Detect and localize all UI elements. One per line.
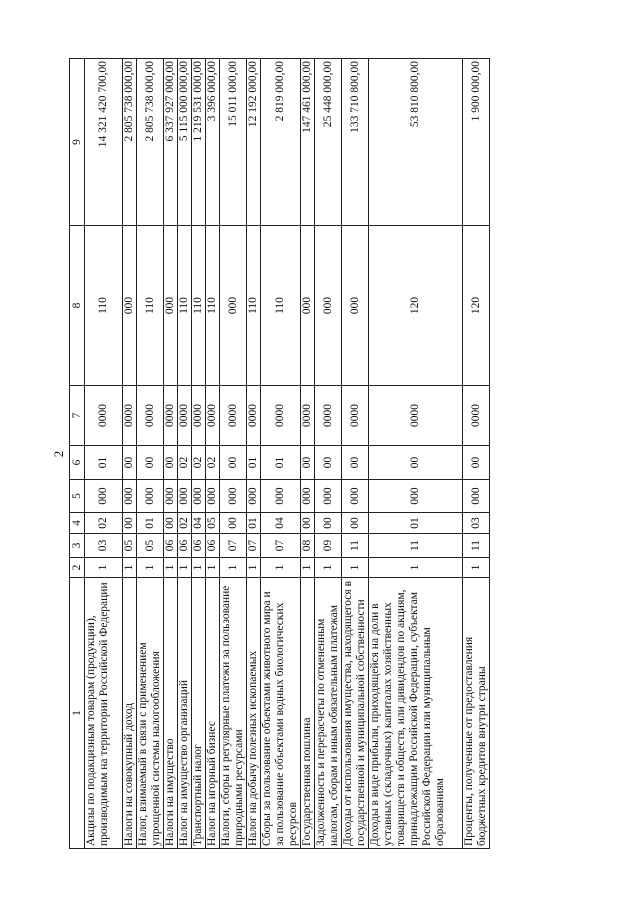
col-header: 7 xyxy=(70,386,85,446)
code-element: 02 xyxy=(206,446,220,480)
row-name: Налоги на имущество xyxy=(164,578,178,849)
code-article: 02 xyxy=(85,513,123,534)
code-group: 1 xyxy=(463,558,490,578)
page-number: 2 xyxy=(51,450,66,458)
amount-cell: 15 011 000,00 xyxy=(220,59,247,226)
table-row xyxy=(247,59,261,849)
code-subgroup: 06 xyxy=(206,534,220,558)
code-article: 01 xyxy=(247,513,261,534)
code-group: 1 xyxy=(301,558,315,578)
amount-cell: 133 710 800,00 xyxy=(342,59,369,226)
header-row xyxy=(70,59,85,849)
code-subarticle: 000 xyxy=(247,480,261,513)
amount-cell: 2 819 000,00 xyxy=(261,59,301,226)
code-subgroup: 05 xyxy=(137,534,164,558)
code-program: 0000 xyxy=(164,386,178,446)
code-group: 1 xyxy=(123,558,137,578)
code-element: 00 xyxy=(463,446,490,480)
table-row xyxy=(301,59,315,849)
code-group: 1 xyxy=(206,558,220,578)
amount-cell: 25 448 000,00 xyxy=(315,59,342,226)
code-subarticle: 000 xyxy=(301,480,315,513)
code-program: 0000 xyxy=(123,386,137,446)
row-name: Налоги на совокупный доход xyxy=(123,578,137,849)
budget-revenue-table xyxy=(69,58,490,849)
code-subgroup: 05 xyxy=(123,534,137,558)
col-header: 2 xyxy=(70,558,85,578)
code-article: 01 xyxy=(369,513,463,534)
code-program: 0000 xyxy=(315,386,342,446)
code-element: 00 xyxy=(164,446,178,480)
code-subarticle: 000 xyxy=(463,480,490,513)
row-name: Налог на игорный бизнес xyxy=(206,578,220,849)
code-program: 0000 xyxy=(220,386,247,446)
code-article: 05 xyxy=(206,513,220,534)
amount-cell: 12 192 000,00 xyxy=(247,59,261,226)
code-class: 120 xyxy=(369,226,463,386)
amount-cell: 1 900 000,00 xyxy=(463,59,490,226)
code-subgroup: 11 xyxy=(342,534,369,558)
row-name: Доходы от использования имущества, находящегося в государственной и муниципальной собственности xyxy=(342,578,369,849)
code-article: 00 xyxy=(164,513,178,534)
code-element: 00 xyxy=(123,446,137,480)
code-class: 110 xyxy=(206,226,220,386)
amount-cell: 3 396 000,00 xyxy=(206,59,220,226)
table-row xyxy=(192,59,206,849)
table-row xyxy=(220,59,247,849)
code-program: 0000 xyxy=(463,386,490,446)
code-element: 01 xyxy=(247,446,261,480)
code-subgroup: 06 xyxy=(164,534,178,558)
code-subarticle: 000 xyxy=(178,480,192,513)
code-program: 0000 xyxy=(85,386,123,446)
row-name: Доходы в виде прибыли, приходящейся на доли в уставных (складочных) капиталах хозяйственных товариществ и обществ, или дивидендов по акциям, принадлежащим Российской Федерации, субъектам Российской Федерации или муниципальным образованиям xyxy=(369,578,463,849)
code-class: 000 xyxy=(123,226,137,386)
code-subgroup: 06 xyxy=(192,534,206,558)
row-name: Налоги, сборы и регулярные платежи за пользование природными ресурсами xyxy=(220,578,247,849)
code-program: 0000 xyxy=(178,386,192,446)
code-program: 0000 xyxy=(206,386,220,446)
table-row xyxy=(369,59,463,849)
code-article: 00 xyxy=(342,513,369,534)
code-class: 110 xyxy=(137,226,164,386)
table-row xyxy=(206,59,220,849)
col-header: 4 xyxy=(70,513,85,534)
col-header: 9 xyxy=(70,59,85,226)
code-article: 00 xyxy=(123,513,137,534)
row-name: Транспортный налог xyxy=(192,578,206,849)
code-subgroup: 06 xyxy=(178,534,192,558)
row-name: Акцизы по подакцизным товарам (продукции), производимым на территории Российской Федерации xyxy=(85,578,123,849)
code-subarticle: 000 xyxy=(164,480,178,513)
col-header: 3 xyxy=(70,534,85,558)
code-element: 00 xyxy=(369,446,463,480)
code-group: 1 xyxy=(178,558,192,578)
code-group: 1 xyxy=(85,558,123,578)
code-class: 000 xyxy=(164,226,178,386)
code-group: 1 xyxy=(342,558,369,578)
amount-cell: 53 810 800,00 xyxy=(369,59,463,226)
code-element: 00 xyxy=(220,446,247,480)
code-group: 1 xyxy=(220,558,247,578)
code-program: 0000 xyxy=(342,386,369,446)
amount-cell: 14 321 420 700,00 xyxy=(85,59,123,226)
code-subarticle: 000 xyxy=(220,480,247,513)
table-row xyxy=(85,59,123,849)
table-row xyxy=(463,59,490,849)
code-subgroup: 03 xyxy=(85,534,123,558)
code-subgroup: 08 xyxy=(301,534,315,558)
table-row xyxy=(342,59,369,849)
code-subgroup: 11 xyxy=(369,534,463,558)
code-class: 000 xyxy=(220,226,247,386)
code-element: 01 xyxy=(261,446,301,480)
code-article: 00 xyxy=(315,513,342,534)
code-subarticle: 000 xyxy=(369,480,463,513)
row-name: Задолженность и перерасчеты по отмененным налогам, сборам и иным обязательным платежам xyxy=(315,578,342,849)
code-element: 00 xyxy=(315,446,342,480)
code-element: 00 xyxy=(342,446,369,480)
code-program: 0000 xyxy=(301,386,315,446)
code-element: 02 xyxy=(192,446,206,480)
table-row xyxy=(315,59,342,849)
col-header: 5 xyxy=(70,480,85,513)
code-article: 00 xyxy=(220,513,247,534)
col-header: 8 xyxy=(70,226,85,386)
code-program: 0000 xyxy=(137,386,164,446)
code-subarticle: 000 xyxy=(123,480,137,513)
code-class: 110 xyxy=(192,226,206,386)
row-name: Налог на имущество организаций xyxy=(178,578,192,849)
code-program: 0000 xyxy=(247,386,261,446)
code-class: 120 xyxy=(463,226,490,386)
code-subgroup: 07 xyxy=(220,534,247,558)
code-group: 1 xyxy=(192,558,206,578)
code-program: 0000 xyxy=(192,386,206,446)
code-subarticle: 000 xyxy=(85,480,123,513)
code-subarticle: 000 xyxy=(206,480,220,513)
amount-cell: 6 337 927 000,00 xyxy=(164,59,178,226)
row-name: Налог на добычу полезных ископаемых xyxy=(247,578,261,849)
code-article: 01 xyxy=(137,513,164,534)
code-group: 1 xyxy=(164,558,178,578)
row-name: Проценты, полученные от предоставления бюджетных кредитов внутри страны xyxy=(463,578,490,849)
code-article: 04 xyxy=(192,513,206,534)
code-element: 00 xyxy=(137,446,164,480)
rotated-page xyxy=(51,59,576,849)
code-class: 110 xyxy=(261,226,301,386)
code-program: 0000 xyxy=(261,386,301,446)
code-article: 04 xyxy=(261,513,301,534)
code-element: 00 xyxy=(301,446,315,480)
code-subarticle: 000 xyxy=(342,480,369,513)
amount-cell: 2 805 738 000,00 xyxy=(123,59,137,226)
row-name: Налог, взимаемый в связи с применением упрощенной системы налогообложения xyxy=(137,578,164,849)
code-group: 1 xyxy=(261,558,301,578)
row-name: Государственная пошлина xyxy=(301,578,315,849)
code-subarticle: 000 xyxy=(192,480,206,513)
code-class: 110 xyxy=(85,226,123,386)
code-group: 1 xyxy=(137,558,164,578)
code-program: 0000 xyxy=(369,386,463,446)
code-class: 000 xyxy=(342,226,369,386)
code-article: 03 xyxy=(463,513,490,534)
amount-cell: 1 219 531 000,00 xyxy=(192,59,206,226)
table-row xyxy=(178,59,192,849)
amount-cell: 5 115 000 000,00 xyxy=(178,59,192,226)
amount-cell: 2 805 738 000,00 xyxy=(137,59,164,226)
code-class: 000 xyxy=(301,226,315,386)
code-group: 1 xyxy=(369,558,463,578)
amount-cell: 147 461 000,00 xyxy=(301,59,315,226)
code-class: 110 xyxy=(247,226,261,386)
code-subgroup: 11 xyxy=(463,534,490,558)
table-row xyxy=(137,59,164,849)
table-row xyxy=(261,59,301,849)
code-group: 1 xyxy=(315,558,342,578)
code-subarticle: 000 xyxy=(137,480,164,513)
code-element: 01 xyxy=(85,446,123,480)
col-header: 1 xyxy=(70,578,85,849)
code-article: 02 xyxy=(178,513,192,534)
code-element: 02 xyxy=(178,446,192,480)
table-row xyxy=(164,59,178,849)
code-subgroup: 09 xyxy=(315,534,342,558)
col-header: 6 xyxy=(70,446,85,480)
table-row xyxy=(123,59,137,849)
code-class: 000 xyxy=(315,226,342,386)
code-subarticle: 000 xyxy=(315,480,342,513)
code-class: 110 xyxy=(178,226,192,386)
row-name: Сборы за пользование объектами животного мира и за пользование объектами водных биологических ресурсов xyxy=(261,578,301,849)
code-article: 00 xyxy=(301,513,315,534)
code-group: 1 xyxy=(247,558,261,578)
code-subgroup: 07 xyxy=(247,534,261,558)
code-subarticle: 000 xyxy=(261,480,301,513)
code-subgroup: 07 xyxy=(261,534,301,558)
